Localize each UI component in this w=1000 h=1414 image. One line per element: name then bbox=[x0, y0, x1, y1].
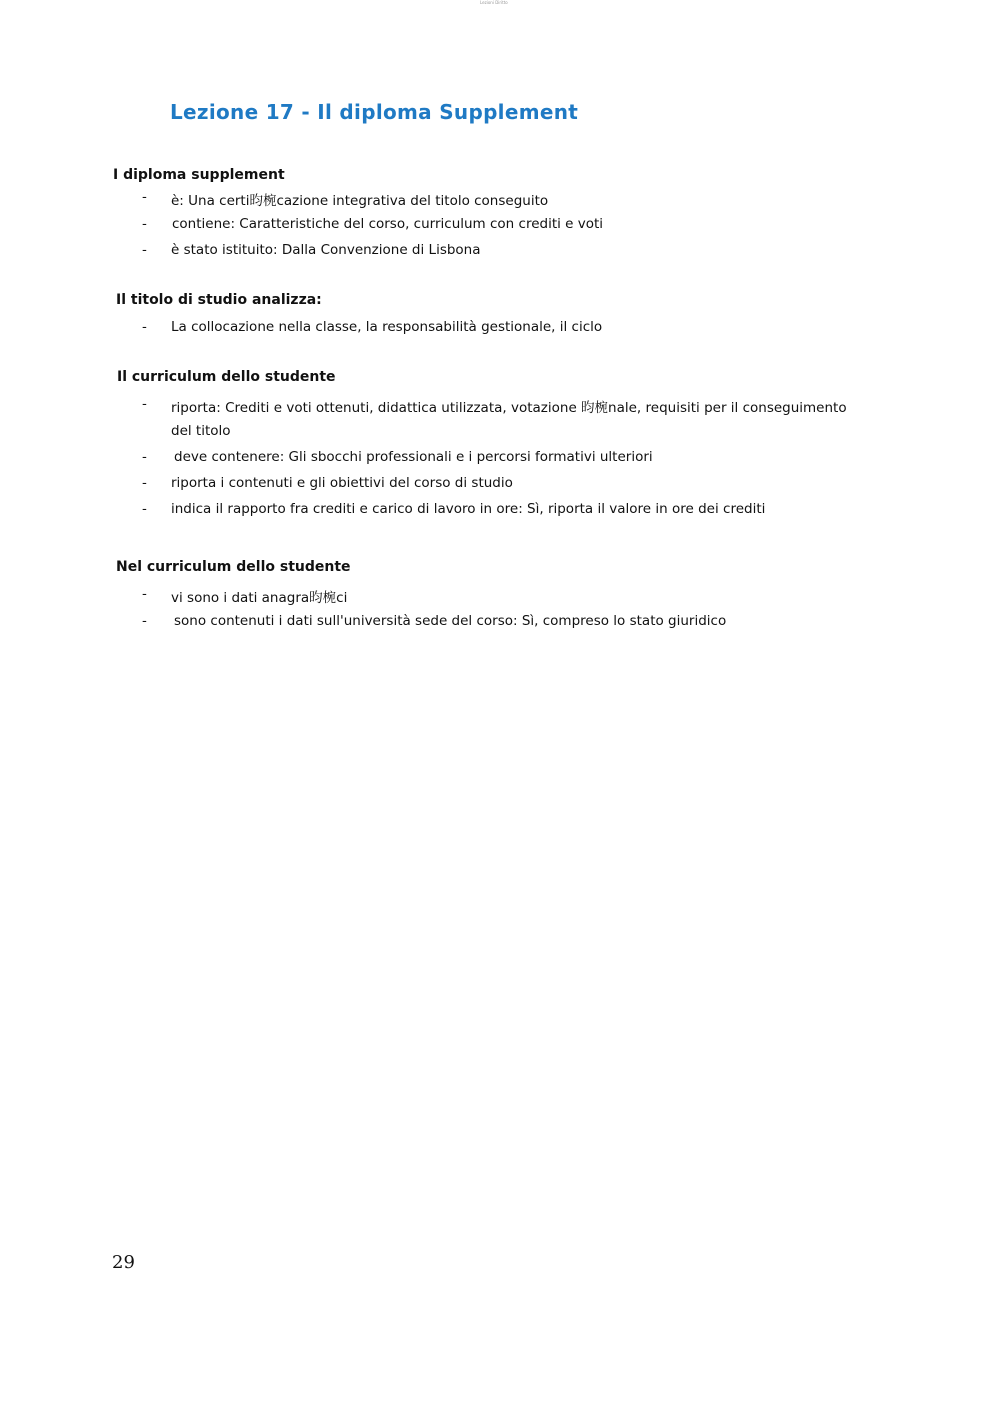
list-item-text: contiene: Caratteristiche del corso, curriculum con crediti e voti bbox=[172, 216, 604, 232]
page-number: 29 bbox=[112, 1252, 135, 1273]
list-dash: - bbox=[142, 613, 147, 629]
list-item-text: sono contenuti i dati sull'università sede del corso: Sì, compreso lo stato giuridico bbox=[174, 613, 727, 629]
header-mark: Lezioni Diritto bbox=[480, 0, 508, 5]
list-dash: - bbox=[142, 396, 147, 412]
section-heading-nel-curriculum: Nel curriculum dello studente bbox=[116, 559, 351, 575]
lesson-title: Lezione 17 - Il diploma Supplement bbox=[170, 100, 579, 124]
section-heading-diploma-supplement: I diploma supplement bbox=[113, 167, 285, 183]
list-item-text: è: Una certi昀椀cazione integrativa del titolo conseguito bbox=[171, 193, 549, 209]
list-dash: - bbox=[142, 449, 147, 465]
list-dash: - bbox=[142, 501, 147, 517]
list-item-text: indica il rapporto fra crediti e carico di lavoro in ore: Sì, riporta il valore in ore dei crediti bbox=[171, 501, 766, 517]
list-dash: - bbox=[142, 586, 147, 602]
list-item-text: riporta i contenuti e gli obiettivi del corso di studio bbox=[171, 475, 513, 491]
list-dash: - bbox=[142, 189, 147, 205]
list-dash: - bbox=[142, 242, 147, 258]
list-item-text: La collocazione nella classe, la responsabilità gestionale, il ciclo bbox=[171, 319, 603, 335]
section-heading-titolo-di-studio: Il titolo di studio analizza: bbox=[116, 292, 322, 308]
list-dash: - bbox=[142, 216, 147, 232]
list-item-text: riporta: Crediti e voti ottenuti, didattica utilizzata, votazione 昀椀nale, requisiti per il conseguimento bbox=[171, 400, 847, 416]
list-item-text: deve contenere: Gli sbocchi professionali e i percorsi formativi ulteriori bbox=[174, 449, 653, 465]
section-heading-curriculum-studente: Il curriculum dello studente bbox=[117, 369, 336, 385]
list-dash: - bbox=[142, 475, 147, 491]
list-item-text: è stato istituito: Dalla Convenzione di Lisbona bbox=[171, 242, 481, 258]
list-item-text: vi sono i dati anagra昀椀ci bbox=[171, 590, 348, 606]
list-dash: - bbox=[142, 319, 147, 335]
list-item-continuation: del titolo bbox=[171, 423, 231, 439]
